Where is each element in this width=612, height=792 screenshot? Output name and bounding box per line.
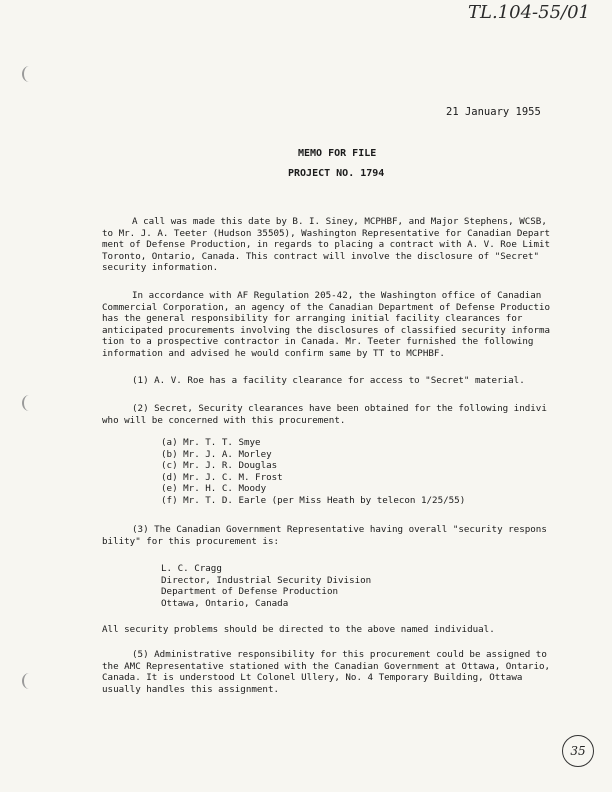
text-line: Canada. It is understood Lt Colonel Ullery, No. 4 Temporary Building, Ottawa bbox=[102, 672, 523, 683]
item-1 bbox=[102, 375, 602, 387]
text-line: who will be concerned with this procurement. bbox=[102, 414, 346, 426]
security-note bbox=[102, 624, 602, 636]
text-line: Commercial Corporation, an agency of the Canadian Department of Defense Productio bbox=[102, 301, 551, 313]
text-line: the AMC Representative stationed with the Canadian Government at Ottawa, Ontario, bbox=[102, 660, 551, 672]
handwritten-reference: TL.104-55/01 bbox=[468, 2, 590, 23]
project-number: PROJECT NO. 1794 bbox=[288, 168, 385, 179]
text-line: to Mr. J. A. Teeter (Hudson 35505), Washington Representative for Canadian Depart bbox=[102, 227, 551, 239]
item-5 bbox=[102, 649, 602, 695]
memo-date: 21 January 1955 bbox=[446, 106, 541, 118]
text-line: A call was made this date by B. I. Siney, MCPHBF, and Major Stephens, WCSB, bbox=[132, 216, 547, 227]
address-line: Director, Industrial Security Division bbox=[161, 574, 372, 586]
address-line: L. C. Cragg bbox=[161, 563, 222, 574]
text-line: information and advised he would confirm same by TT to MCPHBF. bbox=[102, 347, 445, 359]
list-item: (a) Mr. T. T. Smye bbox=[161, 437, 261, 448]
list-item: (d) Mr. J. C. M. Frost bbox=[161, 471, 283, 483]
text-line: has the general responsibility for arranging initial facility clearances for bbox=[102, 313, 523, 324]
text-line: Toronto, Ontario, Canada. This contract will involve the disclosure of "Secret" bbox=[102, 250, 539, 262]
text-line: security information. bbox=[102, 262, 219, 273]
text-line: anticipated procurements involving the disclosures of classified security informa bbox=[102, 324, 551, 336]
text-line: (1) A. V. Roe has a facility clearance for access to "Secret" material. bbox=[132, 375, 525, 386]
text-line: (5) Administrative responsibility for this procurement could be assigned to bbox=[132, 649, 547, 660]
text-line: usually handles this assignment. bbox=[102, 683, 280, 695]
punch-hole-mark bbox=[22, 66, 36, 82]
item-3 bbox=[102, 524, 602, 547]
punch-hole-mark bbox=[22, 395, 36, 411]
representative-address bbox=[161, 563, 371, 609]
punch-hole-mark bbox=[22, 673, 36, 689]
list-item: (c) Mr. J. R. Douglas bbox=[161, 460, 278, 471]
paragraph-call bbox=[102, 216, 602, 274]
item-2 bbox=[102, 403, 602, 426]
memo-title: MEMO FOR FILE bbox=[298, 148, 377, 159]
list-item: (e) Mr. H. C. Moody bbox=[161, 483, 267, 494]
address-line: Ottawa, Ontario, Canada bbox=[161, 597, 289, 609]
personnel-list bbox=[161, 437, 465, 506]
text-line: (2) Secret, Security clearances have been obtained for the following indivi bbox=[132, 403, 547, 414]
paragraph-regulation bbox=[102, 290, 602, 359]
text-line: (3) The Canadian Government Representative having overall "security respons bbox=[132, 524, 547, 535]
text-line: ment of Defense Production, in regards to placing a contract with A. V. Roe Limit bbox=[102, 239, 551, 250]
text-line: tion to a prospective contractor in Canada. Mr. Teeter furnished the following bbox=[102, 336, 534, 347]
address-line: Department of Defense Production bbox=[161, 586, 339, 597]
page-number-stamp: 35 bbox=[562, 735, 594, 767]
text-line: bility" for this procurement is: bbox=[102, 535, 280, 547]
list-item: (f) Mr. T. D. Earle (per Miss Heath by telecon 1/25/55) bbox=[161, 494, 466, 506]
text-line: All security problems should be directed to the above named individual. bbox=[102, 624, 495, 635]
text-line: In accordance with AF Regulation 205-42, the Washington office of Canadian bbox=[132, 290, 542, 301]
list-item: (b) Mr. J. A. Morley bbox=[161, 448, 272, 460]
